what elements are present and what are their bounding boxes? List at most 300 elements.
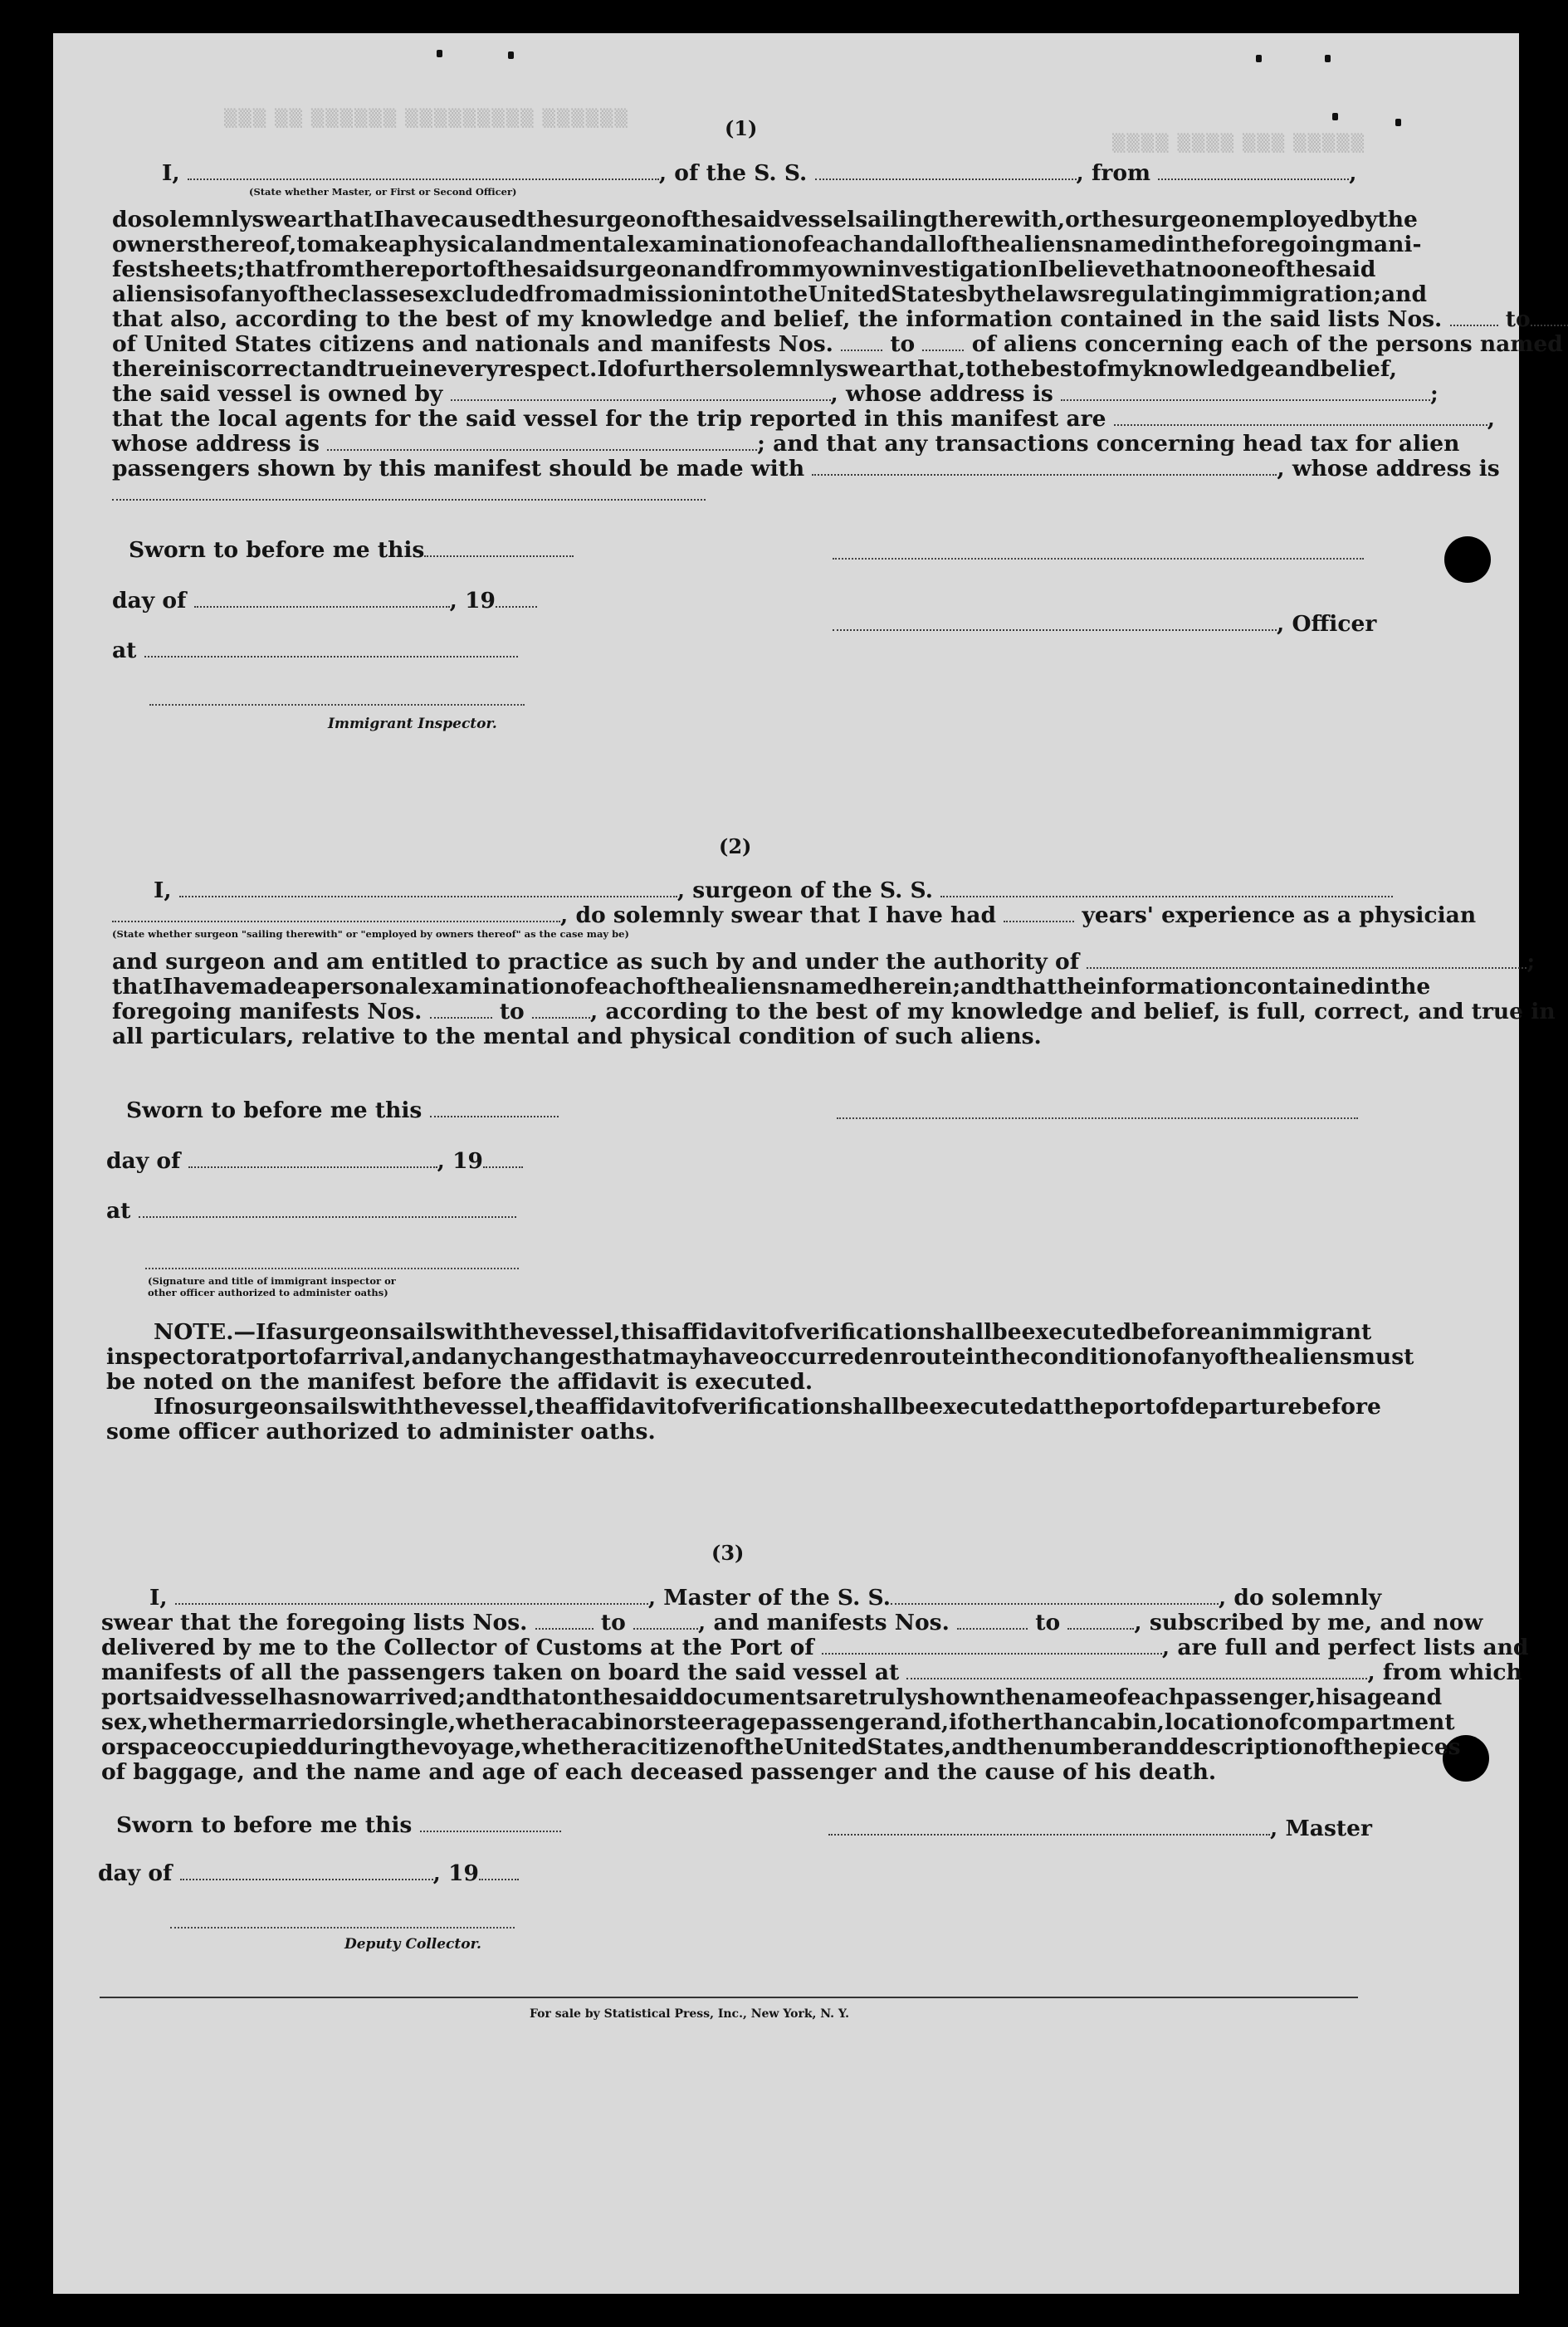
word: of xyxy=(273,281,298,307)
word: regulating xyxy=(1090,281,1220,307)
word: his xyxy=(1316,1684,1353,1710)
word: with xyxy=(359,1394,413,1420)
word: believe xyxy=(1048,257,1136,282)
word: the xyxy=(1091,207,1132,232)
text: , according to the best of my knowledge and belief, is full, correct, and true in xyxy=(589,999,1556,1024)
word: and xyxy=(686,257,733,282)
s2-day-of-field[interactable] xyxy=(188,1150,437,1168)
word: of xyxy=(471,257,496,282)
word: investigation xyxy=(877,257,1038,282)
local-agents-field[interactable] xyxy=(1114,408,1487,426)
word: arrived; xyxy=(369,1684,466,1710)
s1-para-line-11 xyxy=(112,457,1500,482)
text: that the local agents for the said vessel for the trip reported in this manifest are xyxy=(112,406,1106,432)
word: to xyxy=(965,356,991,382)
at-place-field[interactable] xyxy=(144,639,518,658)
officer-signature-field[interactable] xyxy=(833,613,1277,631)
master-signature-line[interactable] xyxy=(833,558,1364,560)
word: the xyxy=(989,1344,1031,1370)
word: examination xyxy=(418,974,570,1000)
word: United xyxy=(808,281,891,307)
word: States, xyxy=(867,1734,952,1760)
text: , Officer xyxy=(1277,611,1377,637)
word: other xyxy=(966,1709,1033,1735)
word: whether xyxy=(521,1734,623,1760)
word: the xyxy=(990,356,1031,382)
s1-para-line-1 xyxy=(112,207,1418,232)
word: cabin, xyxy=(1089,1709,1165,1735)
publisher-footer: For sale by Statistical Press, Inc., New York, N. Y. xyxy=(530,2007,849,2021)
word: foregoing xyxy=(1230,232,1351,257)
word: verification xyxy=(701,1394,841,1420)
word: location xyxy=(1165,1709,1265,1735)
surgeon-signature-line[interactable] xyxy=(837,1117,1358,1119)
word: that xyxy=(1135,257,1186,282)
word: from xyxy=(732,257,792,282)
word: of xyxy=(1082,356,1107,382)
word: I xyxy=(162,974,173,1000)
word: aliens xyxy=(112,281,186,307)
s3-day-of xyxy=(98,1861,519,1886)
word: sailing xyxy=(855,207,939,232)
word: a xyxy=(556,1709,571,1735)
note-line-2 xyxy=(106,1344,1414,1370)
s3-line-2 xyxy=(101,1611,1483,1635)
manifests-from-field[interactable] xyxy=(841,333,882,351)
officer-name-field[interactable] xyxy=(188,162,659,180)
word: therein xyxy=(112,356,203,382)
s3-manifests-to-field[interactable] xyxy=(1067,1611,1134,1630)
word: I xyxy=(597,356,608,382)
text: , 19 xyxy=(437,1148,483,1174)
word: departure xyxy=(1180,1394,1302,1420)
word: and xyxy=(1133,1734,1180,1760)
text: , 19 xyxy=(432,1860,479,1886)
year-field[interactable] xyxy=(496,589,537,608)
word: before xyxy=(1131,1319,1211,1345)
word: no xyxy=(1185,257,1217,282)
word: sex, xyxy=(101,1709,149,1735)
s1-para-line-7 xyxy=(112,356,1397,382)
word: whether xyxy=(148,1709,250,1735)
word: one xyxy=(1216,257,1262,282)
word: and xyxy=(1396,1684,1443,1710)
word: occurred xyxy=(759,1344,870,1370)
s1-day-of xyxy=(112,589,537,614)
word: further xyxy=(637,356,726,382)
s3-line-8: of baggage, and the name and age of each deceased passenger and the cause of his death. xyxy=(101,1759,1217,1785)
word: the xyxy=(997,1734,1038,1760)
s1-para-line-6 xyxy=(112,332,1563,357)
word: and xyxy=(1381,281,1427,307)
word: NOTE.—If xyxy=(154,1319,276,1345)
word: steerage xyxy=(664,1709,770,1735)
text: passengers shown by this manifest should be made with xyxy=(112,456,805,482)
word: sails xyxy=(304,1394,360,1420)
word: on xyxy=(561,1684,593,1710)
word: admission xyxy=(593,281,719,307)
word: vessel xyxy=(781,207,856,232)
s3-line-1 xyxy=(149,1586,1381,1611)
word: number xyxy=(1037,1734,1134,1760)
word: contained xyxy=(1243,974,1366,1000)
s2-at-place-field[interactable] xyxy=(139,1200,516,1218)
years-experience-field[interactable] xyxy=(1004,904,1074,922)
word: during xyxy=(307,1734,391,1760)
word: each xyxy=(811,232,870,257)
word: immigrant xyxy=(1240,1319,1372,1345)
word: report xyxy=(394,257,472,282)
word: I xyxy=(1038,257,1048,282)
day-of-field[interactable] xyxy=(194,589,450,608)
word: excluded xyxy=(424,281,535,307)
s1-para-line-8 xyxy=(112,382,1439,407)
word: surgeon xyxy=(587,257,687,282)
word: examination xyxy=(635,232,788,257)
text: and surgeon and am entitled to practice as such by and under the authority of xyxy=(112,949,1080,975)
word: have xyxy=(173,974,231,1000)
word: inspector xyxy=(106,1344,222,1370)
word: arrival, xyxy=(322,1344,412,1370)
s1-para-line-2 xyxy=(112,232,1422,257)
word: of xyxy=(677,1394,701,1420)
footer-rule xyxy=(100,1997,1358,1998)
s3-line-5 xyxy=(101,1684,1443,1710)
s3-master-line xyxy=(828,1816,1372,1841)
collector-label: Deputy Collector. xyxy=(344,1936,481,1953)
word: passenger xyxy=(769,1709,896,1735)
word: shall xyxy=(840,1394,900,1420)
word: en xyxy=(869,1344,900,1370)
s1-at xyxy=(112,638,518,663)
word: vessel xyxy=(203,1684,278,1710)
s2-surgeon-note: (State whether surgeon "sailing therewith" or "employed by owners thereof" as the case may be) xyxy=(112,928,629,940)
word: the xyxy=(498,1319,540,1345)
word: is xyxy=(202,356,223,382)
word: sheets; xyxy=(158,257,246,282)
s1-para-line-12 xyxy=(112,482,706,506)
word: aliens xyxy=(716,974,790,1000)
word: swear xyxy=(252,207,324,232)
s2-line-1 xyxy=(154,878,1393,903)
surgeon-name-field[interactable] xyxy=(179,879,677,897)
text: whose address is xyxy=(112,431,320,457)
s3-line-7 xyxy=(101,1734,1461,1760)
word: do xyxy=(112,207,143,232)
speck xyxy=(1325,55,1331,62)
collector-port-field[interactable] xyxy=(822,1636,1162,1655)
inspector-signature-line[interactable] xyxy=(149,704,525,706)
s3-sworn xyxy=(116,1813,561,1838)
word: personal xyxy=(310,974,418,1000)
text: I, xyxy=(162,160,180,186)
word: name xyxy=(1035,1684,1103,1710)
word: space xyxy=(127,1734,198,1760)
word: is xyxy=(185,281,207,307)
word: route xyxy=(899,1344,966,1370)
s3-line-4 xyxy=(101,1660,1522,1685)
text: day of xyxy=(98,1860,173,1886)
word: executed xyxy=(929,1394,1039,1420)
word: and xyxy=(1274,356,1321,382)
word: in xyxy=(1365,974,1390,1000)
word: of xyxy=(1264,1709,1289,1735)
s3-lists-from-field[interactable] xyxy=(535,1611,593,1630)
word: the xyxy=(1377,207,1418,232)
word: have xyxy=(702,1344,760,1370)
word: United xyxy=(784,1734,867,1760)
s1-para-line-4 xyxy=(112,281,1427,307)
text: to xyxy=(499,999,525,1024)
text: years' experience as a physician xyxy=(1082,902,1477,928)
text: of United States citizens and nationals and manifests Nos. xyxy=(112,331,833,357)
s2-year-field[interactable] xyxy=(483,1150,523,1168)
word: all xyxy=(915,232,946,257)
word: the xyxy=(1342,1734,1384,1760)
word: aliens xyxy=(1010,232,1084,257)
word: into xyxy=(718,281,768,307)
text: manifests of all the passengers taken on board the said vessel at xyxy=(101,1660,900,1685)
word: a xyxy=(275,1319,290,1345)
word: the xyxy=(743,1734,784,1760)
s1-sworn xyxy=(129,538,574,563)
ship-name-field[interactable] xyxy=(815,162,1077,180)
text: day of xyxy=(106,1148,181,1174)
s2-sig-note-2: other officer authorized to administer oaths) xyxy=(148,1287,388,1298)
word: shown xyxy=(916,1684,995,1710)
word: respect. xyxy=(498,356,598,382)
s1-para-line-9 xyxy=(112,407,1495,432)
surgeon-ship-field[interactable] xyxy=(940,879,1393,897)
word: a xyxy=(623,1734,637,1760)
word: the xyxy=(354,257,395,282)
s3-line-3 xyxy=(101,1635,1528,1660)
word: made xyxy=(230,974,297,1000)
word: and xyxy=(466,1684,511,1710)
word: herein; xyxy=(872,974,961,1000)
text: , of the S. S. xyxy=(658,160,808,186)
word: port xyxy=(247,1344,299,1370)
word: that xyxy=(510,1684,562,1710)
word: or xyxy=(347,1709,374,1735)
text: ; xyxy=(1430,381,1439,407)
owner-address-field[interactable] xyxy=(1061,383,1430,401)
master-name-field[interactable] xyxy=(175,1586,648,1605)
word: or xyxy=(1065,207,1092,232)
section-2-heading: (2) xyxy=(719,834,752,858)
word: that xyxy=(112,974,163,1000)
s2-manifests-from-field[interactable] xyxy=(430,1000,492,1019)
s1-oath-line xyxy=(162,161,1357,186)
word: of xyxy=(1147,1344,1172,1370)
word: at xyxy=(222,1344,247,1370)
head-tax-party-field[interactable] xyxy=(812,457,1277,476)
word: that, xyxy=(907,356,966,382)
s2-at xyxy=(106,1199,516,1224)
lists-from-field[interactable] xyxy=(1450,308,1498,326)
word: any xyxy=(457,1344,501,1370)
s3-line-6 xyxy=(101,1709,1455,1735)
s3-lists-to-field[interactable] xyxy=(633,1611,698,1630)
word: caused xyxy=(441,207,527,232)
word: If xyxy=(154,1394,173,1420)
word: be xyxy=(899,1394,930,1420)
word: the xyxy=(691,207,731,232)
s2-inspector-signature-line[interactable] xyxy=(145,1268,519,1269)
surgeon-status-field[interactable] xyxy=(112,904,560,922)
word: of xyxy=(1214,1344,1239,1370)
word: and xyxy=(311,356,358,382)
word: that xyxy=(1006,974,1058,1000)
word: said xyxy=(153,1684,204,1710)
authority-field[interactable] xyxy=(1087,951,1526,969)
s2-line-4 xyxy=(112,974,1431,1000)
word: married xyxy=(249,1709,348,1735)
word: now xyxy=(320,1684,370,1710)
inspector-label: Immigrant Inspector. xyxy=(328,716,497,732)
word: if xyxy=(949,1709,967,1735)
word: this xyxy=(620,1319,668,1345)
boarding-port-field[interactable] xyxy=(906,1661,1367,1679)
s3-sworn-date-field[interactable] xyxy=(420,1814,561,1832)
word: therewith, xyxy=(938,207,1066,232)
from-port-field[interactable] xyxy=(1158,162,1349,180)
word: correct xyxy=(222,356,312,382)
word: the xyxy=(1238,1344,1279,1370)
word: description xyxy=(1179,1734,1319,1760)
s3-day-of-field[interactable] xyxy=(180,1862,433,1880)
word: the xyxy=(535,1394,575,1420)
word: a xyxy=(296,974,311,1000)
text: Sworn to before me this xyxy=(129,537,425,563)
manifests-to-field[interactable] xyxy=(922,333,964,351)
word: have xyxy=(383,207,442,232)
text: I, xyxy=(149,1585,168,1611)
word: shall xyxy=(932,1319,993,1345)
word: best xyxy=(1030,356,1083,382)
master-sign-field[interactable] xyxy=(828,1817,1270,1836)
word: the xyxy=(767,281,808,307)
word: at xyxy=(1038,1394,1064,1420)
word: the xyxy=(1285,257,1326,282)
word: surgeon xyxy=(1131,207,1232,232)
text: ; xyxy=(1526,949,1536,975)
word: each xyxy=(593,974,652,1000)
note-line-1 xyxy=(154,1319,1372,1345)
text: , xyxy=(1487,406,1495,432)
word: the xyxy=(1190,232,1231,257)
word: that xyxy=(245,257,296,282)
word: vessel, xyxy=(539,1319,621,1345)
note-line-3: be noted on the manifest before the affidavit is executed. xyxy=(106,1369,813,1395)
word: sails xyxy=(389,1319,446,1345)
word: of xyxy=(769,1319,794,1345)
word: mani- xyxy=(1350,232,1422,257)
section-3-heading: (3) xyxy=(711,1541,745,1565)
text: , and manifests Nos. xyxy=(698,1610,950,1635)
text: , are full and perfect lists and xyxy=(1161,1635,1529,1660)
s1-officer-line xyxy=(833,612,1376,637)
s3-manifests-from-field[interactable] xyxy=(957,1611,1028,1630)
speck xyxy=(1395,119,1401,126)
word: in xyxy=(1166,232,1191,257)
word: of xyxy=(298,1344,323,1370)
word: named xyxy=(1083,232,1167,257)
word: surgeon xyxy=(289,1319,390,1345)
word: solemnly xyxy=(142,207,252,232)
note-line-5: some officer authorized to administer oaths. xyxy=(106,1419,656,1445)
s1-para-line-10 xyxy=(112,432,1459,457)
word: of xyxy=(1318,1734,1343,1760)
word: the xyxy=(297,281,338,307)
word: or xyxy=(101,1734,128,1760)
word: swear xyxy=(836,356,908,382)
head-tax-address-field[interactable] xyxy=(112,482,706,501)
word: in xyxy=(965,1344,990,1370)
s2-sworn-date-field[interactable] xyxy=(430,1099,559,1117)
word: mental xyxy=(549,232,636,257)
word: of xyxy=(206,281,231,307)
word: knowledge xyxy=(1142,356,1275,382)
word: immigration; xyxy=(1219,281,1381,307)
word: make xyxy=(321,232,388,257)
word: and, xyxy=(895,1709,950,1735)
s2-line-2 xyxy=(112,903,1476,928)
word: affidavit xyxy=(574,1394,677,1420)
text: foregoing manifests Nos. xyxy=(112,999,423,1024)
word: the xyxy=(994,1684,1036,1710)
s3-year-field[interactable] xyxy=(479,1862,519,1880)
word: changes xyxy=(500,1344,602,1370)
word: and xyxy=(951,1734,998,1760)
word: a xyxy=(388,232,403,257)
word: of xyxy=(1261,257,1286,282)
word: classes xyxy=(337,281,425,307)
text: , subscribed by me, and now xyxy=(1134,1610,1483,1635)
word: that xyxy=(323,207,374,232)
word: before xyxy=(1302,1394,1381,1420)
word: affidavit xyxy=(667,1319,769,1345)
word: and xyxy=(503,232,550,257)
s2-day-of xyxy=(106,1149,523,1174)
lists-to-field[interactable] xyxy=(1531,308,1568,326)
word: has xyxy=(277,1684,320,1710)
s2-line-6: all particulars, relative to the mental and physical condition of such aliens. xyxy=(112,1024,1042,1049)
word: belief, xyxy=(1320,356,1397,382)
word: my xyxy=(791,257,828,282)
owner-field[interactable] xyxy=(451,383,831,401)
agents-address-field[interactable] xyxy=(327,433,757,451)
s2-manifests-to-field[interactable] xyxy=(532,1000,590,1019)
sworn-date-field[interactable] xyxy=(424,539,574,557)
word: States xyxy=(891,281,968,307)
word: of xyxy=(1102,1684,1127,1710)
word: occupied xyxy=(197,1734,308,1760)
word: named xyxy=(789,974,873,1000)
word: the xyxy=(995,281,1037,307)
word: any xyxy=(1171,1344,1215,1370)
text: to xyxy=(1035,1610,1061,1635)
text: at xyxy=(112,638,137,663)
word: may xyxy=(652,1344,703,1370)
s3-ship-field[interactable] xyxy=(891,1586,1219,1605)
word: port xyxy=(1103,1394,1156,1420)
word: the xyxy=(676,974,716,1000)
word: or xyxy=(637,1709,665,1735)
collector-signature-line[interactable] xyxy=(170,1927,515,1929)
s1-officer-note: (State whether Master, or First or Second Officer) xyxy=(249,186,517,198)
word: an xyxy=(1210,1319,1241,1345)
